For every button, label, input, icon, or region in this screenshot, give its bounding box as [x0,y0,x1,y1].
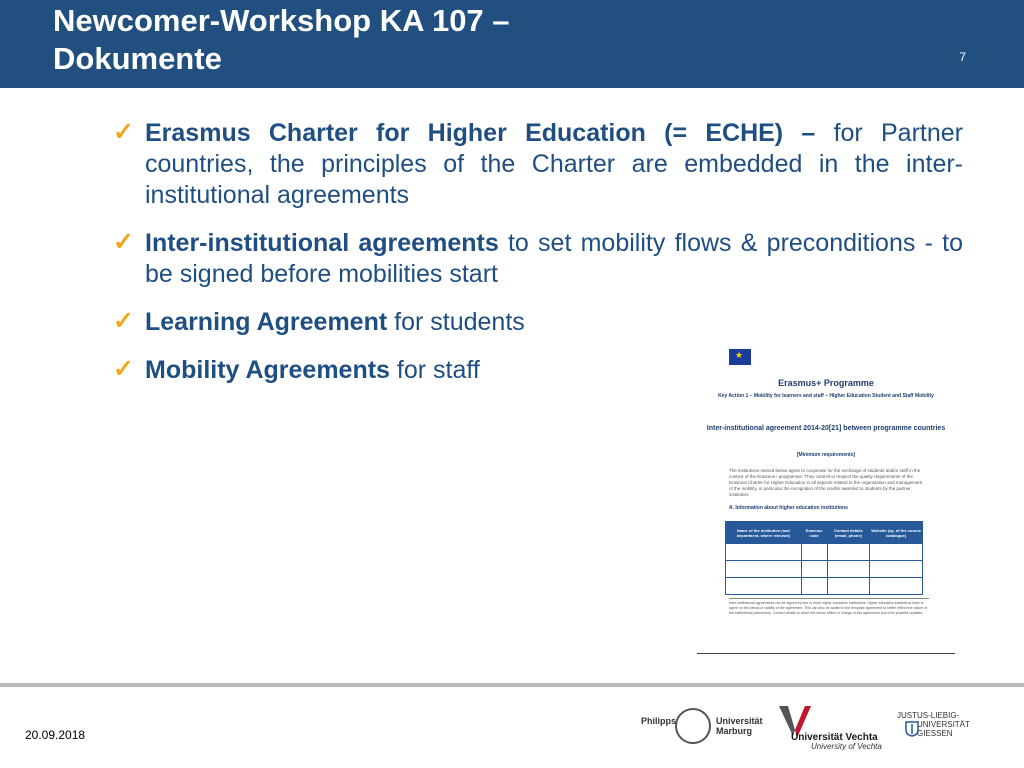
marburg-logo-line1: Universität [716,716,763,726]
doc-section-heading: A. Information about higher education institutions [729,505,848,511]
title-line-1: Newcomer-Workshop KA 107 – [53,3,510,38]
checkmark-icon: ✓ [113,228,134,256]
doc-footnotes: Inter-institutional agreements can be signed by two or more higher education institutions. Higher education institutions have to agree on the period of validity of the agreement. This can also be added to the template agreement to better reflect the nature of the institutional partnership. Contact details to reach the senior officer in charge of this agreement and of its possible updates. [729,598,929,616]
marburg-seal-icon [675,708,711,744]
bullet-item [113,307,963,338]
footer-divider [0,683,1024,687]
doc-table-header: Contact details (email, phone) [827,522,870,544]
jlu-logo-line1: JUSTUS-LIEBIG- [897,711,960,720]
bullet-text: to set mobility flows & preconditions - to be signed before mobilities start [145,229,963,288]
doc-paragraph: The institutions named below agree to cooperate for the exchange of students and/or staff in the context of the Erasmus+ programme. They commit to respect the quality requirements of the Erasmus Charter for Higher Education in all aspects related to the organisation and management of the mobility, in particular the recognition of the credits awarded to students by the partner institution. [729,468,923,497]
jlu-shield-icon [905,721,919,737]
header-bar [0,0,1024,88]
bullet-text: for Partner countries, the principles of the Charter are embedded in the inter-institutional agreements [145,119,963,209]
marburg-logo-text [716,716,763,736]
doc-programme-title: Erasmus+ Programme [778,378,874,388]
checkmark-icon: ✓ [113,355,134,383]
vechta-logo-subtext: University of Vechta [811,742,882,751]
table-row [726,544,923,561]
doc-key-action: Key Action 1 – Mobility for learners and staff – Higher Education Student and Staff Mobility [718,393,934,399]
doc-requirements: [Minimum requirements] [796,452,856,458]
bullet-text: for students [387,308,525,336]
doc-agreement-title: Inter-institutional agreement 2014-20[21] between programme countries [706,425,946,432]
jlu-logo-line3: GIESSEN [917,729,953,738]
slide-title [53,2,510,78]
table-row [726,561,923,578]
doc-institution-table [725,521,923,595]
doc-table-header: Name of the institution (and department, where relevant) [726,522,802,544]
marburg-logo-line2: Marburg [716,726,752,736]
jlu-logo-line2: UNIVERSITÄT [917,720,970,729]
table-row [726,578,923,595]
bullet-bold: Inter-institutional agreements [145,229,499,257]
eu-flag-icon [729,349,751,365]
doc-baseline [697,653,955,654]
agreement-document-thumbnail [697,340,955,656]
bullet-text: for staff [389,356,480,384]
bullet-bold: Erasmus Charter for Higher Education (= ECHE) – [145,119,816,147]
checkmark-icon: ✓ [113,118,134,146]
doc-table-header: Website (eg. of the course catalogue) [870,522,923,544]
doc-table-header: Erasmus code [801,522,827,544]
slide-number: 7 [959,50,966,64]
philipps-logo-text: Philipps [641,716,677,726]
bullet-item [113,228,963,290]
footer-date: 20.09.2018 [25,728,86,742]
bullet-item [113,118,963,211]
vechta-logo-text: Universität Vechta [791,732,878,743]
checkmark-icon: ✓ [113,307,134,335]
bullet-bold: Learning Agreement [145,308,388,336]
title-line-2: Dokumente [53,41,222,76]
bullet-bold: Mobility Agreements [145,356,390,384]
